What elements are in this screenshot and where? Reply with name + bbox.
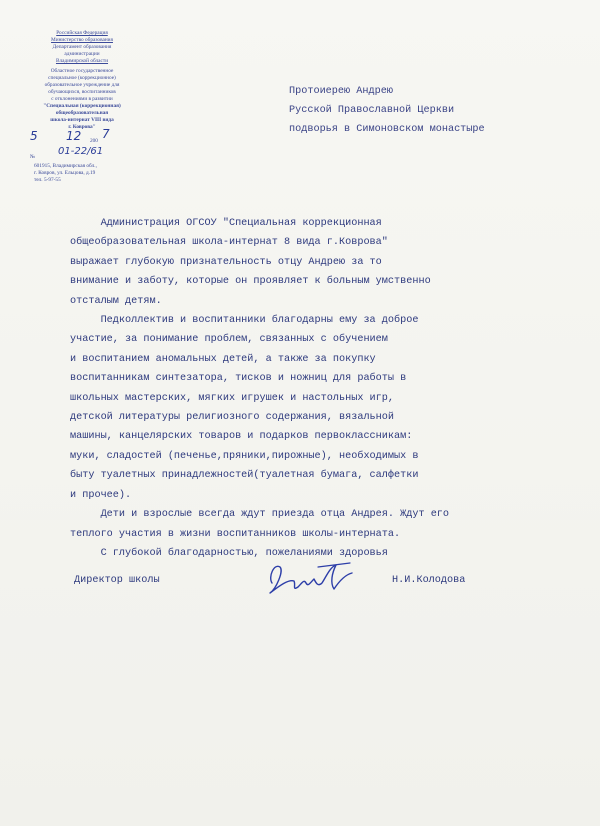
- body-line: выражает глубокую признательность отцу Андрею за то: [70, 256, 382, 268]
- body-line: Администрация ОГСОУ "Специальная коррекционная: [70, 218, 382, 229]
- stamp-address-line: тел. 5-97-55: [34, 177, 61, 183]
- body-line: Педколлектив и воспитанники благодарны ему за доброе: [70, 315, 419, 327]
- body-line: муки, сладостей (печенье,пряники,пирожные), необходимых в: [70, 450, 419, 462]
- stamp-line: "Специальная (коррекционная): [43, 103, 121, 109]
- stamp-line: обучающихся, воспитанников: [48, 89, 116, 95]
- body-line: теплого участия в жизни воспитанников школы-интерната.: [70, 528, 401, 540]
- stamp-number: 01-22/61: [58, 146, 104, 157]
- letterhead-stamp: [28, 30, 136, 184]
- handwritten-signature-icon: [258, 553, 368, 597]
- body-line: и воспитанием аномальных детей, а также за покупку: [70, 353, 376, 365]
- body-line: участие, за понимание проблем, связанных с обучением: [70, 334, 388, 346]
- stamp-line: специальное (коррекционное): [48, 75, 116, 81]
- signer-name: Н.И.Колодова: [392, 575, 466, 586]
- body-line: быту туалетных принадлежностей(туалетная бумага, салфетки: [70, 470, 419, 482]
- body-line: школьных мастерских, мягких игрушек и настольных игр,: [70, 392, 395, 404]
- stamp-line: администрации: [64, 51, 100, 57]
- stamp-date-day: 5: [30, 129, 38, 143]
- body-line: воспитанникам синтезатора, тисков и ножниц для работы в: [70, 373, 407, 385]
- stamp-line: Владимирской области: [55, 58, 109, 64]
- stamp-line: образовательное учреждение для: [44, 82, 120, 88]
- addressee-line: подворья в Симоновском монастыре: [289, 124, 485, 135]
- stamp-line: общеобразовательная: [55, 110, 109, 116]
- body-line: С глубокой благодарностью, пожеланиями здоровья: [70, 547, 388, 559]
- addressee-line: Протоиерею Андрею: [289, 86, 393, 97]
- body-line: и прочее).: [70, 489, 132, 501]
- stamp-line: школа-интернат VIII вида: [50, 117, 114, 123]
- body-line: Дети и взрослые всегда ждут приезда отца Андрея. Ждут его: [70, 509, 450, 521]
- stamp-line: с отклонениями в развитии: [51, 96, 113, 102]
- addressee-block: [289, 82, 485, 139]
- stamp-address-line: 601915, Владимирская обл.,: [34, 163, 97, 169]
- addressee-line: Русской Православной Церкви: [289, 105, 455, 116]
- signer-role: Директор школы: [74, 575, 160, 586]
- body-line: детской литературы религиозного содержания, вязальной: [70, 412, 395, 424]
- body-line: общеобразовательная школа-интернат 8 вида г.Коврова": [70, 237, 388, 249]
- stamp-address-line: г. Ковров, ул. Ельцова, д.19: [34, 170, 96, 176]
- stamp-line: Российская Федерация: [56, 30, 108, 36]
- body-line: внимание и заботу, которые он проявляет к больным умственно: [70, 276, 431, 288]
- stamp-line: г. Коврова": [68, 124, 96, 130]
- letter-body: [70, 214, 510, 563]
- body-line: машины, канцелярских товаров и подарков первоклассникам:: [70, 431, 413, 443]
- stamp-date-month: 12: [66, 129, 82, 143]
- stamp-date-year: 200: [90, 138, 98, 144]
- stamp-line: Департамент образования: [52, 44, 112, 50]
- stamp-line: Областное государственное: [50, 68, 114, 74]
- stamp-line: Министерство образования: [51, 37, 113, 43]
- stamp-date-year-suffix: 7: [102, 127, 110, 141]
- stamp-number-prefix: №: [30, 154, 36, 160]
- stamp-number-line: [28, 146, 136, 163]
- body-line: отсталым детям.: [70, 295, 162, 307]
